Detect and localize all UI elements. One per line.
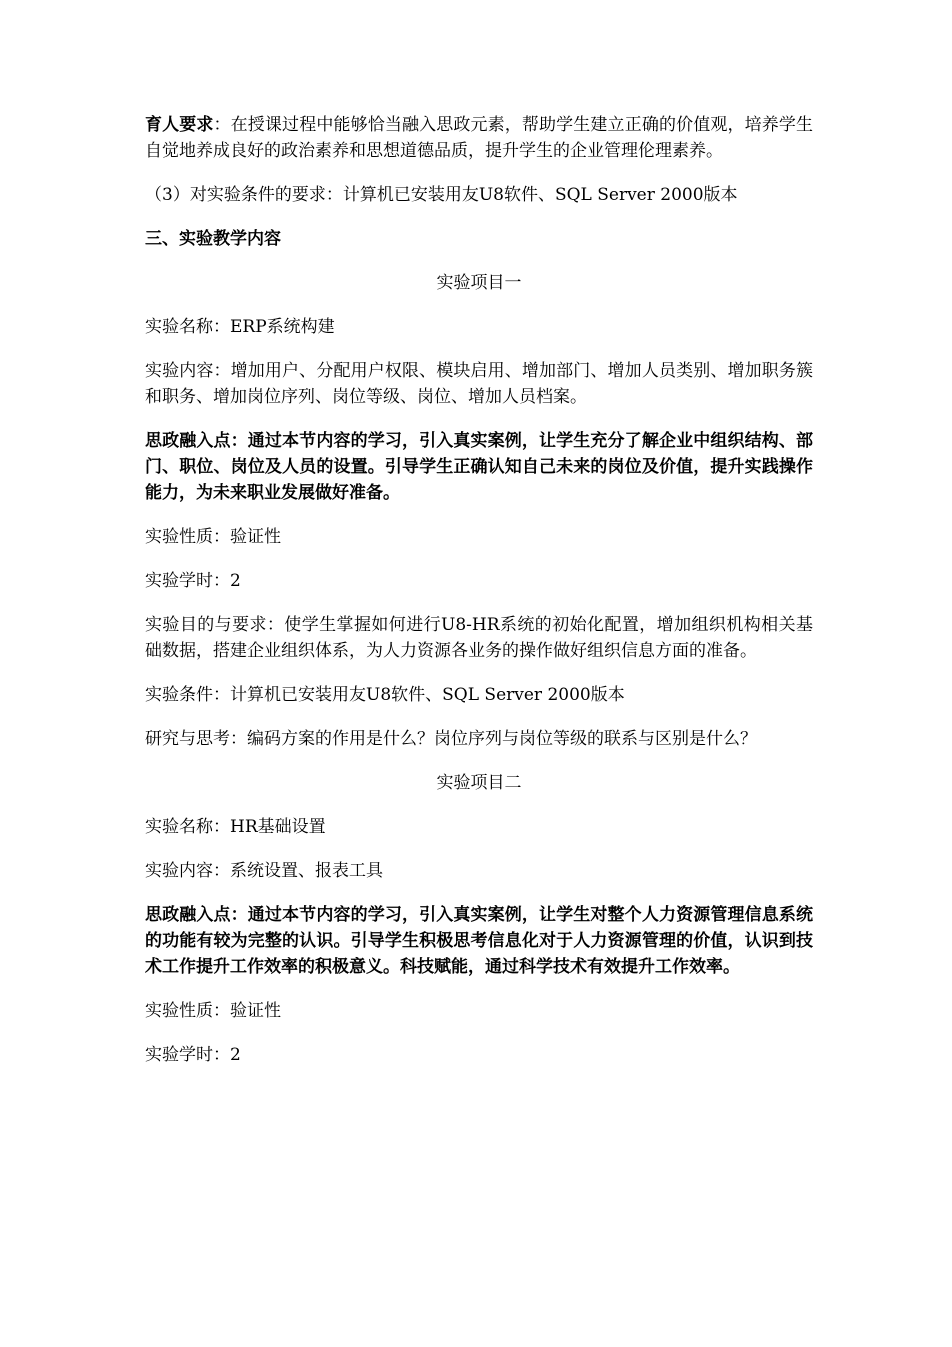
project-1-title: 实验项目一 [436, 273, 522, 293]
education-requirement [145, 112, 813, 164]
project-1-name: 实验名称：ERP系统构建 [145, 317, 335, 337]
project-1-nature: 实验性质：验证性 [145, 527, 281, 547]
project-2-hours: 实验学时：2 [145, 1045, 241, 1065]
project-1-content: 实验内容：增加用户、分配用户权限、模块启用、增加部门、增加人员类别、增加职务簇和职务、增加岗位序列、岗位等级、岗位、增加人员档案。 [145, 361, 813, 407]
project-2-nature: 实验性质：验证性 [145, 1001, 281, 1021]
project-1-thinking: 研究与思考：编码方案的作用是什么？岗位序列与岗位等级的联系与区别是什么？ [145, 729, 757, 749]
project-1-ideology: 思政融入点：通过本节内容的学习，引入真实案例，让学生充分了解企业中组织结构、部门、职位、岗位及人员的设置。引导学生正确认知自己未来的岗位及价值，提升实践操作能力，为未来职业发展做好准备。 [145, 431, 813, 503]
project-2-title: 实验项目二 [436, 773, 522, 793]
project-2-ideology: 思政融入点：通过本节内容的学习，引入真实案例，让学生对整个人力资源管理信息系统的功能有较为完整的认识。引导学生积极思考信息化对于人力资源管理的价值，认识到技术工作提升工作效率的积极意义。科技赋能，通过科学技术有效提升工作效率。 [145, 905, 813, 977]
project-1-hours: 实验学时：2 [145, 571, 241, 591]
project-2-content: 实验内容：系统设置、报表工具 [145, 861, 383, 881]
education-requirement-label: 育人要求 [145, 115, 214, 135]
lab-conditions-requirement: （3）对实验条件的要求：计算机已安装用友U8软件、SQL Server 2000版本 [145, 185, 738, 205]
section-heading: 三、实验教学内容 [145, 229, 281, 249]
project-1-purpose: 实验目的与要求：使学生掌握如何进行U8-HR系统的初始化配置，增加组织机构相关基础数据，搭建企业组织体系，为人力资源各业务的操作做好组织信息方面的准备。 [145, 615, 813, 661]
document-page [145, 112, 813, 1086]
education-requirement-text: ：在授课过程中能够恰当融入思政元素，帮助学生建立正确的价值观，培养学生自觉地养成良好的政治素养和思想道德品质，提升学生的企业管理伦理素养。 [145, 115, 814, 161]
project-2-name: 实验名称：HR基础设置 [145, 817, 326, 837]
project-1-conditions: 实验条件：计算机已安装用友U8软件、SQL Server 2000版本 [145, 685, 625, 705]
